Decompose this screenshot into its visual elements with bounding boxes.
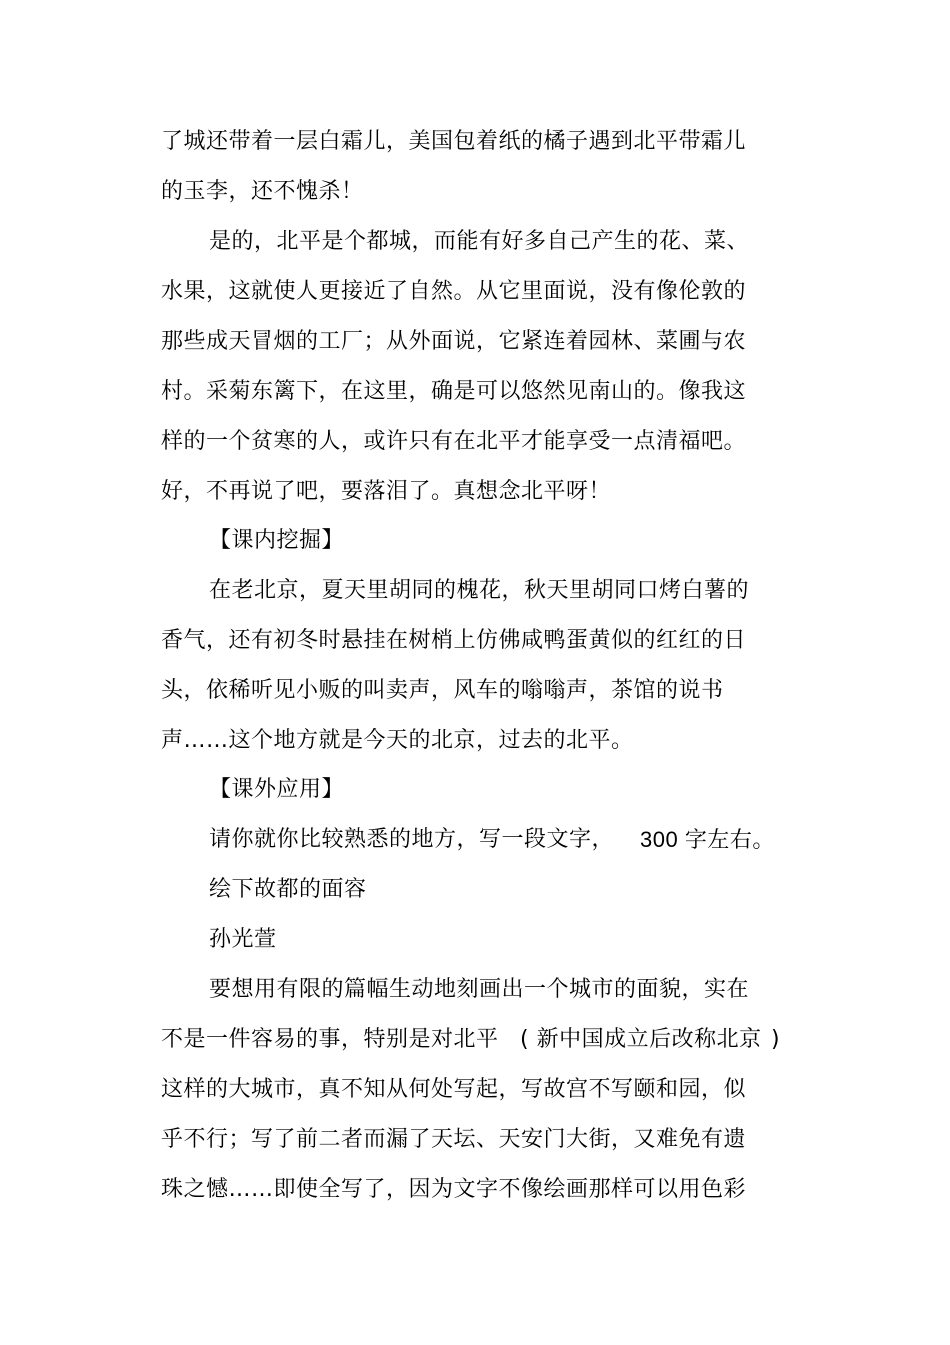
text-line: 不是一件容易的事，特别是对北平 — [161, 1027, 499, 1052]
text-line: 好，不再说了吧，要落泪了。真想念北平呀！ — [161, 479, 612, 504]
article-author: 孙光萱 — [209, 927, 277, 952]
text-line: 乎不行；写了前二者而漏了天坛、天安门大街，又难免有遗 — [161, 1127, 747, 1152]
article-title: 绘下故都的面容 — [209, 877, 367, 902]
section-heading: 【课外应用】 — [209, 777, 345, 802]
text-line: 那些成天冒烟的工厂；从外面说，它紧连着园林、菜圃与农 — [161, 329, 747, 354]
text-line: 样的一个贫寒的人，或许只有在北平才能享受一点清福吧。 — [161, 429, 747, 454]
text-line: 的玉李，还不愧杀！ — [161, 179, 364, 204]
text-line: 头，依稀听见小贩的叫卖声，风车的嗡嗡声，茶馆的说书 — [161, 678, 724, 703]
text-line: 珠之憾……即使全写了，因为文字不像绘画那样可以用色彩 — [161, 1177, 747, 1202]
text-line: ( 新中国成立后改称北京 — [520, 1027, 762, 1052]
text-line: 声……这个地方就是今天的北京，过去的北平。 — [161, 728, 634, 753]
text-line: 300 字左右。 — [640, 827, 775, 852]
text-line: 在老北京，夏天里胡同的槐花，秋天里胡同口烤白薯的 — [209, 578, 750, 603]
text-line: 是的，北平是个都城，而能有好多自己产生的花、菜、 — [209, 229, 750, 254]
text-line: 请你就你比较熟悉的地方，写一段文字， — [209, 827, 615, 852]
text-line: ) — [771, 1027, 781, 1052]
text-line: 要想用有限的篇幅生动地刻画出一个城市的面貌，实在 — [209, 977, 750, 1002]
text-line: 香气，还有初冬时悬挂在树梢上仿佛咸鸭蛋黄似的红红的日 — [161, 628, 747, 653]
text-line: 这样的大城市，真不知从何处写起，写故宫不写颐和园，似 — [161, 1077, 747, 1102]
text-line: 水果，这就使人更接近了自然。从它里面说，没有像伦敦的 — [161, 279, 747, 304]
text-line: 村。采菊东篱下，在这里，确是可以悠然见南山的。像我这 — [161, 379, 747, 404]
section-heading: 【课内挖掘】 — [209, 528, 345, 553]
text-line: 了城还带着一层白霜儿，美国包着纸的橘子遇到北平带霜儿 — [161, 129, 747, 154]
